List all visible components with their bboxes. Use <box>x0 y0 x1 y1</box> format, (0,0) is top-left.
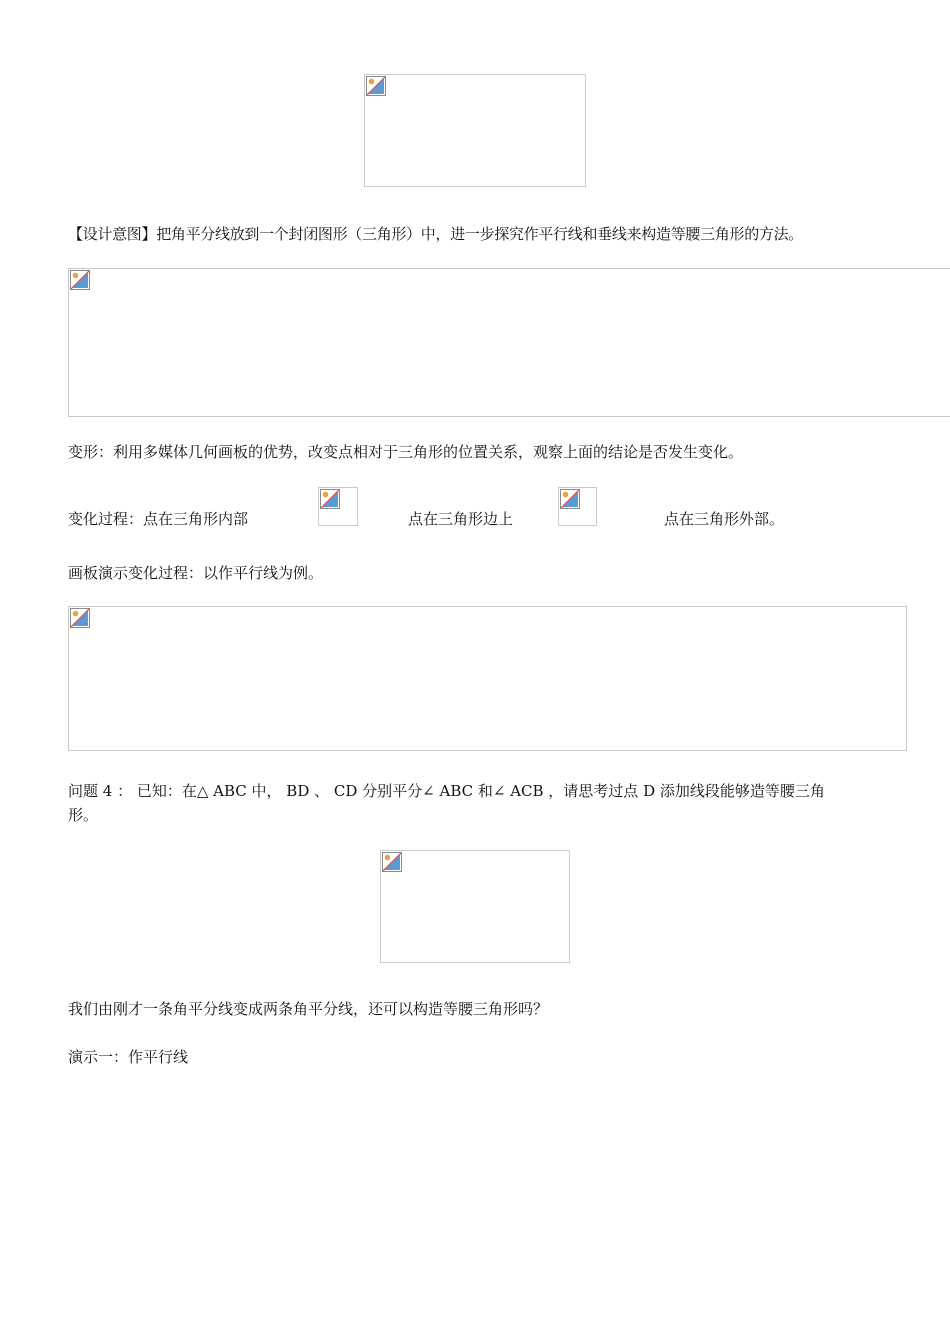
figure-image-2 <box>68 268 950 417</box>
two-bisectors-paragraph: 我们由刚才一条角平分线变成两条角平分线，还可以构造等腰三角形吗？ <box>68 1000 549 1018</box>
broken-image-icon <box>70 608 90 628</box>
broken-image-icon <box>560 489 580 509</box>
broken-image-icon <box>382 852 402 872</box>
change-process-middle: 点在三角形边上 <box>408 510 514 528</box>
figure-image-1 <box>364 74 586 187</box>
inline-figure-outside <box>558 487 597 526</box>
demo-one-heading: 演示一：作平行线 <box>68 1048 189 1066</box>
figure-image-4 <box>380 850 570 963</box>
inline-figure-edge <box>318 487 358 526</box>
broken-image-icon <box>320 489 340 509</box>
question-4-line-1: 问题 4 ： 已知：在△ ABC 中， BD 、 CD 分别平分∠ ABC 和∠ ACB ，请思考过点 D 添加线段能够造等腰三角 <box>68 782 825 800</box>
figure-image-3 <box>68 606 907 751</box>
broken-image-icon <box>70 270 90 290</box>
change-process-lead: 变化过程：点在三角形内部 <box>68 510 249 528</box>
question-4-line-2: 形。 <box>68 806 99 824</box>
transform-paragraph: 变形：利用多媒体几何画板的优势，改变点相对于三角形的位置关系，观察上面的结论是否发生变化。 <box>68 443 744 461</box>
demo-intro-paragraph: 画板演示变化过程：以作平行线为例。 <box>68 564 324 582</box>
broken-image-icon <box>366 76 386 96</box>
design-intent-paragraph: 【设计意图】把角平分线放到一个封闭图形（三角形）中，进一步探究作平行线和垂线来构造等腰三角形的方法。 <box>68 225 804 243</box>
change-process-end: 点在三角形外部。 <box>664 510 785 528</box>
